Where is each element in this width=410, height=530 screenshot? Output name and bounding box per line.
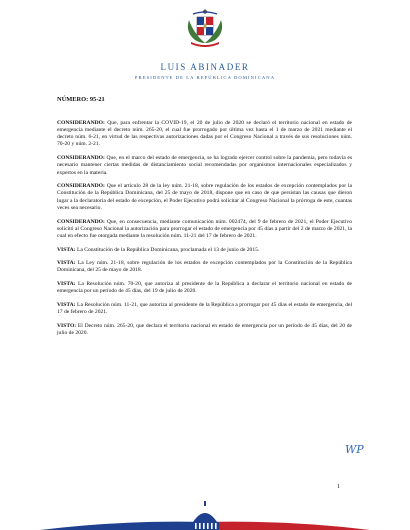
paragraph-text: La Ley núm. 21-18, sobre regulación de los estados de excepción contemplados por la Constitución de la República Dominicana, del 25 de mayo de 2018.: [57, 260, 352, 274]
paragraph-label: VISTA:: [57, 281, 76, 288]
vista-paragraph: [57, 281, 352, 295]
vista-paragraph: [57, 260, 352, 274]
vista-paragraph: [57, 247, 352, 254]
paragraph-label: VISTA:: [57, 302, 76, 309]
handwritten-initials: WP: [345, 443, 364, 456]
paragraph-text: Que, en consecuencia, mediante comunicación núm. 002474, del 9 de febrero de 2021, el Poder Ejecutivo solicitó al Congreso Nacional la autorización para prorrogar el estado de emergencia por 45 días a partir del 2 de marzo de 2021, la cual en efecto fue otorgada mediante la resolución núm. 11-21 del 17 de febrero de 2021.: [57, 218, 352, 239]
considerando-paragraph: [57, 219, 352, 240]
paragraph-text: Que, en el marco del estado de emergencia, se ha logrado ejercer control sobre la pandemia, pero todavía es necesario mantener ciertas medidas de distanciamiento social recomendadas por organismos internacionales especializados y expertos en la materia.: [57, 155, 352, 176]
paragraph-text: La Constitución de la República Dominicana, proclamada el 13 de junio de 2015.: [75, 246, 260, 253]
paragraph-text: Que el artículo 28 de la ley núm. 21-18, sobre regulación de los estados de excepción contemplados por la Constitución de la República Dominicana, del 25 de mayo de 2018, dispone que en caso de que persistan las causas que dieron lugar a la declaratoria del estado de excepción, el Poder Ejecutivo podrá solicitar al Congreso Nacional la prórroga de este, cuantas veces sea necesario.: [57, 183, 352, 211]
considerando-paragraph: [57, 155, 352, 176]
visto-paragraph: [57, 323, 352, 337]
coat-of-arms-icon: [181, 6, 229, 48]
paragraph-label: VISTA:: [57, 246, 76, 253]
footer-decoration: [0, 500, 410, 530]
footer-blue-wave: [40, 522, 205, 530]
paragraph-text: La Resolución núm. 11-21, que autoriza al presidente de la República a prorrogar por 45 días el estado de emergencia, del 17 de febrero de 2021.: [57, 302, 352, 316]
paragraph-text: El Decreto núm. 265-20, que declara el territorio nacional en estado de emergencia por un período de 45 días, del 20 de julio de 2020.: [57, 323, 352, 337]
considerando-paragraph: [57, 120, 352, 149]
president-name: LUIS ABINADER: [160, 62, 250, 72]
paragraph-label: CONSIDERANDO:: [57, 120, 105, 126]
paragraph-text: La Resolución núm. 70-20, que autoriza al presidente de la República a declarar el territorio nacional en estado de emergencia por un período de 45 días, del 19 de julio de 2020.: [57, 281, 352, 295]
footer-red-wave: [205, 522, 370, 530]
paragraph-label: CONSIDERANDO:: [57, 155, 105, 162]
vista-paragraph: [57, 302, 352, 316]
paragraph-text: Que, para enfrentar la COVID-19, el 20 de julio de 2020 se declaró el territorio nacional en estado de emergencia mediante el decreto núm. 265-20, el cual fue prorrogado por última vez hasta el 1 de marzo de 2021 mediante el decreto núm. 6-21, en virtud de las respectivas autorizaciones dadas por el Congreso Nacional a través de sus resoluciones núm. 70-20 y núm. 2-21.: [57, 120, 352, 148]
paragraph-label: VISTO:: [57, 323, 77, 330]
document-body: [57, 120, 352, 344]
palace-dome-icon: [191, 501, 219, 530]
paragraph-label: CONSIDERANDO:: [57, 183, 105, 190]
paragraph-label: VISTA:: [57, 260, 76, 267]
considerando-paragraph: [57, 183, 352, 212]
president-title: PRESIDENTE DE LA REPÚBLICA DOMINICANA: [134, 75, 276, 80]
decree-number: NÚMERO: 95-21: [57, 96, 105, 103]
paragraph-label: CONSIDERANDO:: [57, 218, 105, 225]
page-number: 1: [337, 484, 340, 490]
